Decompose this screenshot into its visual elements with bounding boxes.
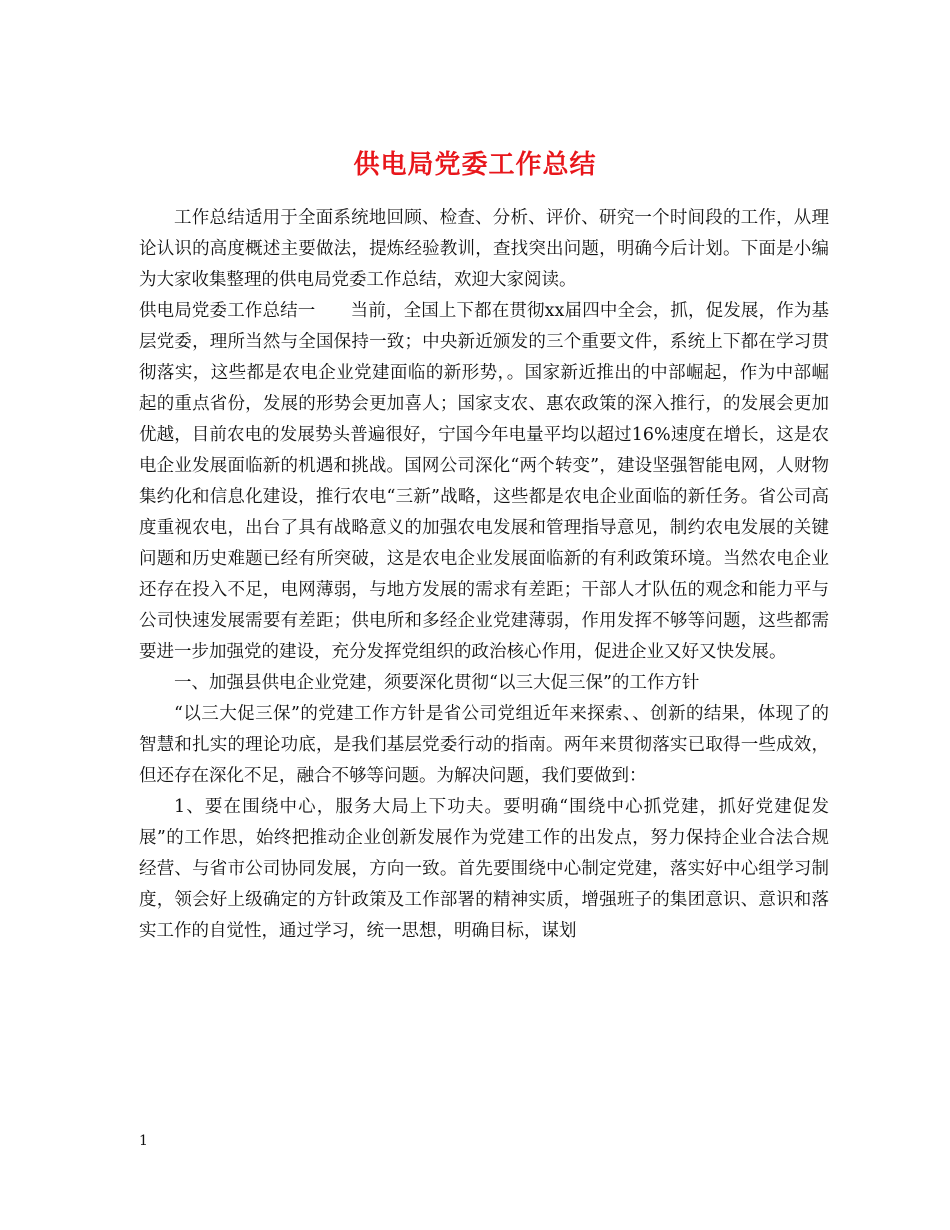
paragraph-policy: “以三大促三保”的党建工作方针是省公司党组近年来探索、、创新的结果，体现了的智慧和扎实的理论功底，是我们基层党委行动的指南。两年来贯彻落实已取得一些成效，但还存在深化不足，融合不够等问题。为解决问题，我们要做到： — [139, 704, 829, 786]
section-heading-one: 一、加强县供电企业党建，须要深化贯彻“以三大促三保”的工作方针 — [174, 673, 700, 693]
paragraph-summary-one: 供电局党委工作总结一 当前，全国上下都在贯彻xx届四中全会，抓，促发展，作为基层党委，理所当然与全国保持一致；中央新近颁发的三个重要文件，系统上下都在学习贯彻落实，这些都是农电企业党建面临的新形势，。国家新近推出的中部崛起，作为中部崛起的重点省份，发展的形势会更加喜人；国家支农、惠农政策的深入推行，的发展会更加优越，目前农电的发展势头普遍很好，宁国今年电量平均以超过16%速度在增长，这是农电企业发展面临新的机遇和挑战。国网公司深化“两个转变”，建设坚强智能电网，人财物集约化和信息化建设，推行农电“三新”战略，这些都是农电企业面临的新任务。省公司高度重视农电，出台了具有战略意义的加强农电发展和管理指导意见，制约农电发展的关键问题和历史难题已经有所突破，这是农电企业发展面临新的有利政策环境。当然农电企业还存在投入不足，电网薄弱，与地方发展的需求有差距；干部人才队伍的观念和能力平与公司快速发展需要有差距；供电所和多经企业党建薄弱，作用发挥不够等问题，这些都需要进一步加强党的建设，充分发挥党组织的政治核心作用，促进企业又好又快发展。 — [139, 301, 829, 662]
document-body — [139, 203, 829, 947]
page-number: 1 — [139, 1133, 148, 1149]
document-title: 供电局党委工作总结 — [353, 150, 597, 181]
paragraph-intro: 工作总结适用于全面系统地回顾、检查、分析、评价、研究一个时间段的工作，从理论认识的高度概述主要做法，提炼经验教训，查找突出问题，明确今后计划。下面是小编为大家收集整理的供电局党委工作总结，欢迎大家阅读。 — [139, 208, 829, 290]
paragraph-item-one: 1、要在围绕中心，服务大局上下功夫。要明确“围绕中心抓党建，抓好党建促发展”的工作思，始终把推动企业创新发展作为党建工作的出发点，努力保持企业合法合规经营、与省市公司协同发展，方向一致。首先要围绕中心制定党建，落实好中心组学习制度，领会好上级确定的方针政策及工作部署的精神实质，增强班子的集团意识、意识和落实工作的自觉性，通过学习，统一思想，明确目标，谋划 — [139, 797, 829, 941]
